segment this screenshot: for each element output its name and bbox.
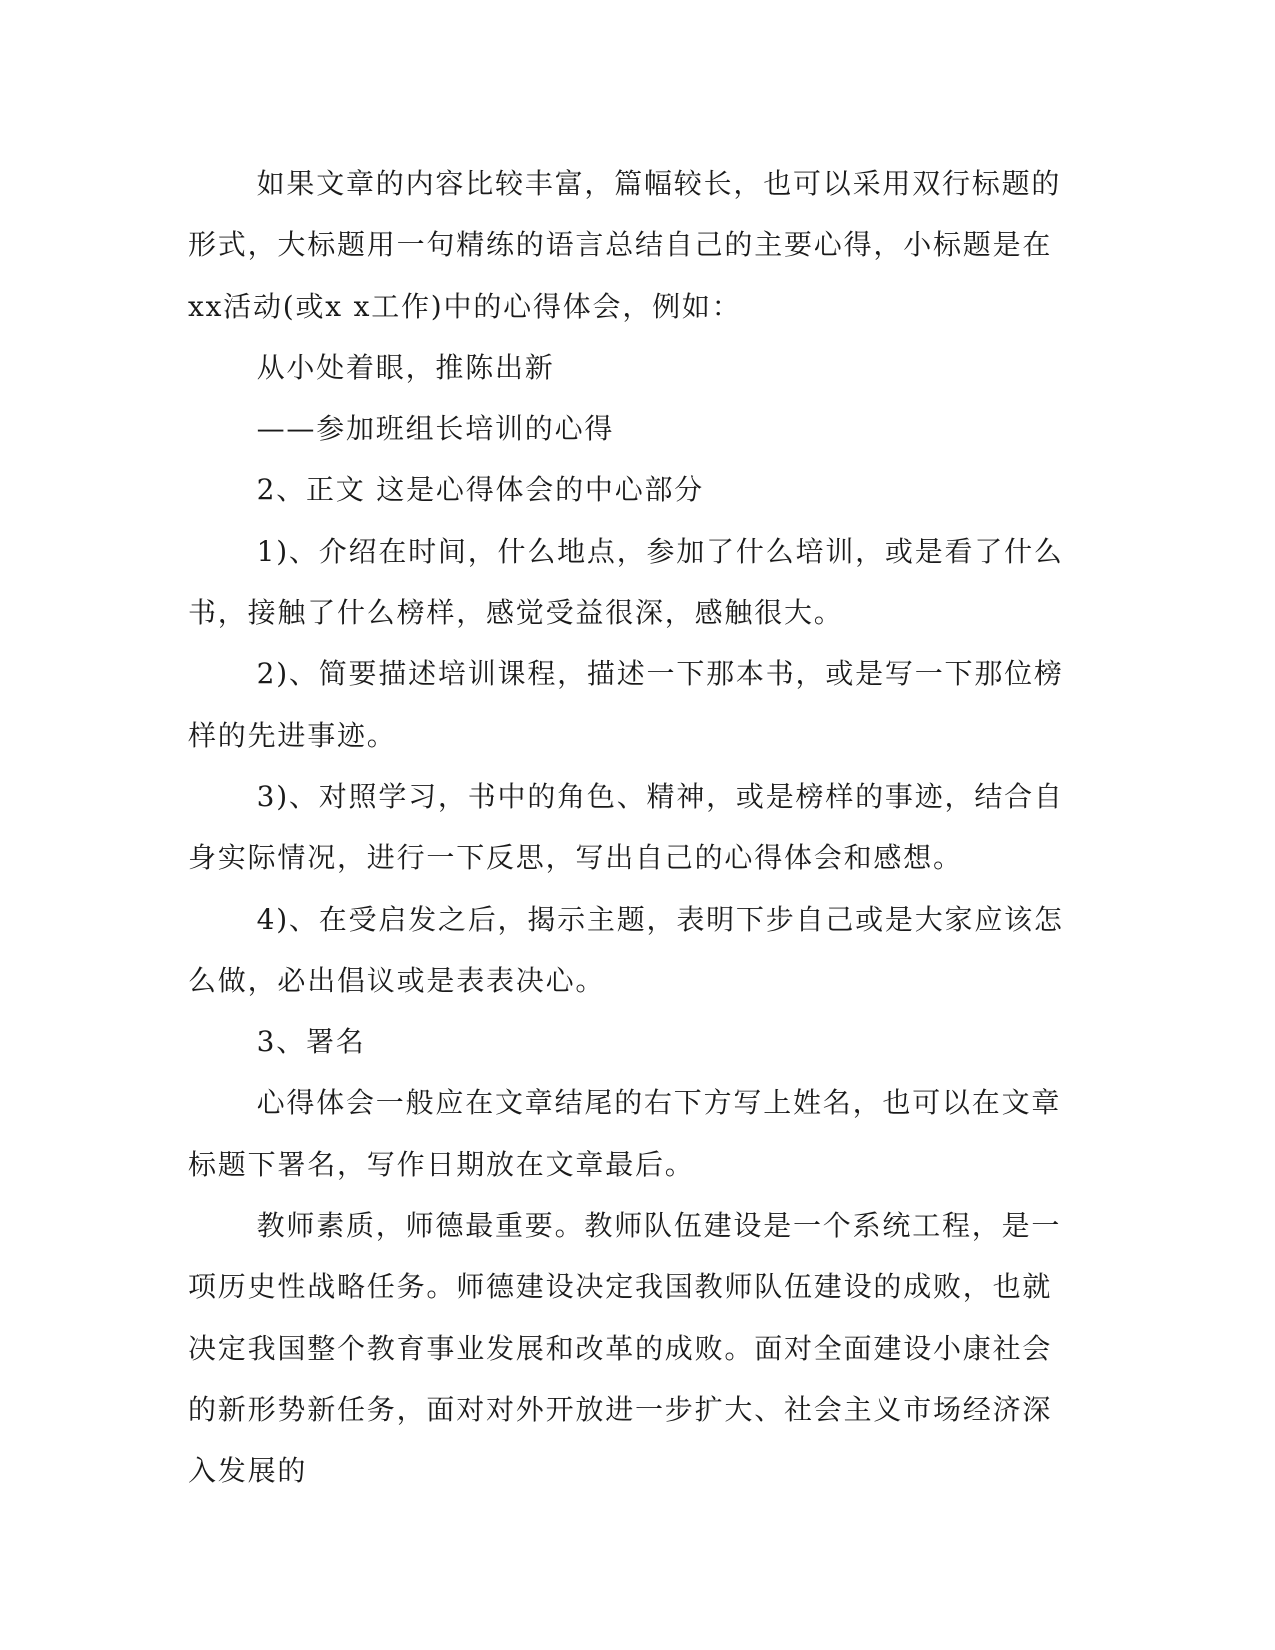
paragraph-example-subtitle: ——参加班组长培训的心得 (256, 412, 615, 446)
list-item-1: 1)、介绍在时间，什么地点，参加了什么培训，或是看了什么书，接触了什么榜样，感觉受益很深，感触很大。 (188, 534, 1064, 630)
section-heading-body: 2、正文 这是心得体会的中心部分 (256, 473, 705, 507)
list-item-3: 3)、对照学习，书中的角色、精神，或是榜样的事迹，结合自身实际情况，进行一下反思，写出自己的心得体会和感想。 (188, 779, 1064, 875)
section-heading-signature: 3、署名 (256, 1025, 366, 1059)
list-item-4: 4)、在受启发之后，揭示主题，表明下步自己或是大家应该怎么做，必出倡议或是表表决心。 (188, 902, 1064, 997)
paragraph-signature: 心得体会一般应在文章结尾的右下方写上姓名，也可以在文章标题下署名，写作日期放在文章最后。 (188, 1086, 1062, 1181)
list-item-2: 2)、简要描述培训课程，描述一下那本书，或是写一下那位榜样的先进事迹。 (188, 657, 1064, 752)
paragraph-example-title: 从小处着眼，推陈出新 (256, 350, 555, 384)
document-body (188, 153, 1068, 1502)
paragraph-teacher-ethics: 教师素质，师德最重要。教师队伍建设是一个系统工程，是一项历史性战略任务。师德建设决定我国教师队伍建设的成败，也就决定我国整个教育事业发展和改革的成败。面对全面建设小康社会的新形势新任务，面对对外开放进一步扩大、社会主义市场经济深入发展的 (188, 1209, 1062, 1488)
paragraph-title-format: 如果文章的内容比较丰富，篇幅较长，也可以采用双行标题的形式，大标题用一句精练的语言总结自己的主要心得，小标题是在xx活动(或x x工作)中的心得体会，例如： (188, 167, 1062, 323)
